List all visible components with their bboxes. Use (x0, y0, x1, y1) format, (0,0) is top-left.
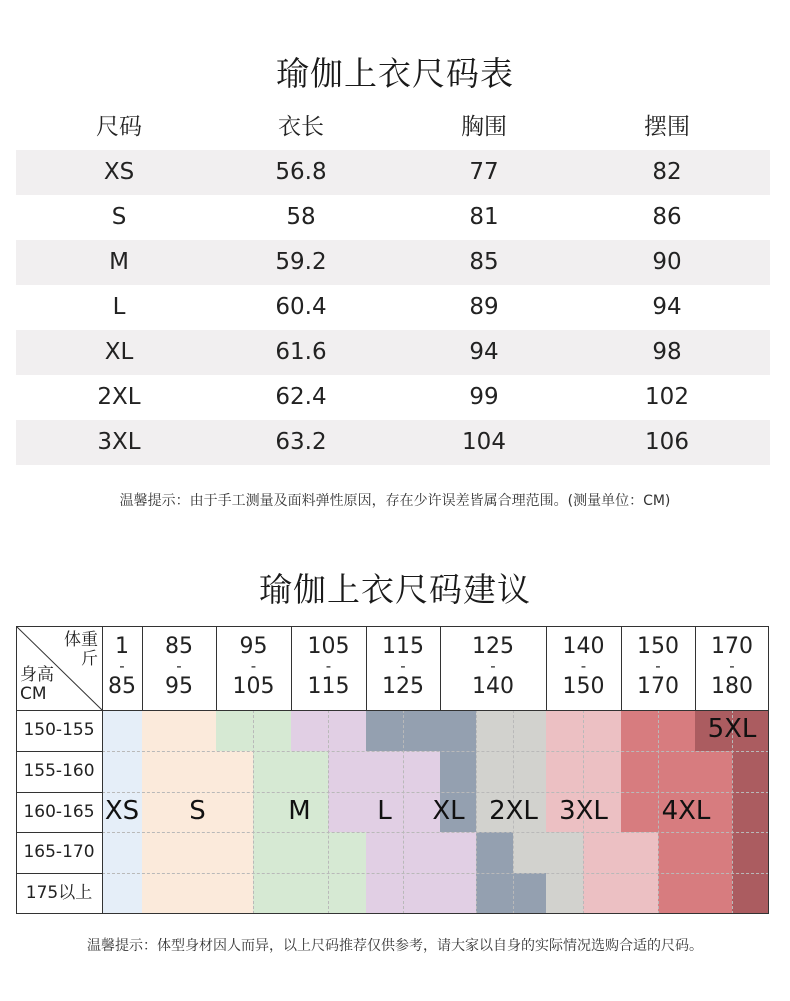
table-cell: 94 (469, 339, 499, 365)
table-cell: 94 (652, 294, 682, 320)
weight-range-bottom: 85 (108, 674, 136, 699)
table-cell: 102 (645, 384, 689, 410)
weight-range-bottom: 95 (165, 674, 193, 699)
weight-range-header (621, 636, 695, 697)
weight-range-header (695, 636, 769, 697)
table-cell: 59.2 (275, 249, 327, 275)
table-cell: 60.4 (275, 294, 327, 320)
weight-range-top: 125 (472, 634, 514, 659)
weight-range-top: 105 (307, 634, 350, 659)
size-label-xl: XL (432, 796, 465, 826)
weight-range-bottom: 115 (307, 674, 350, 699)
table-row (16, 195, 770, 240)
grid-dash-vertical (253, 710, 254, 914)
size-fill-m (291, 751, 328, 792)
size-label-l: L (377, 796, 392, 826)
grid-dash-vertical (476, 710, 477, 914)
weight-range-bottom: 150 (562, 674, 605, 699)
table-row (16, 420, 770, 465)
weight-range-header (216, 636, 291, 697)
table-cell: 89 (469, 294, 499, 320)
grid-header-line (16, 710, 769, 711)
weight-range-dash: - (655, 657, 661, 675)
size-label-5xl: 5XL (707, 714, 757, 745)
size-label-2xl: 2XL (489, 796, 538, 826)
table-cell: 56.8 (275, 159, 327, 185)
weight-range-bottom: 140 (472, 674, 514, 699)
weight-range-header (440, 636, 546, 697)
table-row (16, 330, 770, 375)
table-cell: 63.2 (275, 429, 327, 455)
weight-range-bottom: 125 (382, 674, 424, 699)
size-chart-title: 瑜伽上衣尺码表 (276, 54, 514, 93)
grid-dash-vertical (328, 710, 329, 914)
table-row (16, 240, 770, 285)
weight-range-bottom: 170 (637, 674, 679, 699)
weight-range-header (546, 636, 621, 697)
table-cell: XL (104, 339, 134, 365)
table-cell: 62.4 (275, 384, 327, 410)
size-chart-header-row (16, 105, 770, 150)
size-label-s: S (189, 796, 206, 826)
corner-height-label: 身高 CM (20, 665, 54, 704)
header-cell: 胸围 (461, 114, 507, 140)
weight-range-dash: - (250, 657, 257, 675)
size-fill-2xl (546, 873, 583, 914)
height-range-label: 150-155 (23, 720, 95, 740)
height-range-label: 160-165 (23, 801, 95, 822)
table-cell: L (112, 294, 126, 320)
weight-range-top: 150 (637, 634, 679, 659)
height-range-label: 175以上 (25, 883, 93, 904)
table-cell: 77 (469, 159, 499, 185)
size-fill-2xl (513, 832, 583, 873)
grid-dash-horizontal (102, 792, 769, 793)
size-fill-xl (513, 873, 546, 914)
height-range-label: 165-170 (23, 842, 95, 863)
table-cell: 2XL (97, 384, 141, 410)
grid-border-top (16, 626, 769, 627)
weight-range-bottom: 105 (232, 674, 275, 699)
corner-weight-label: 体重 斤 (64, 630, 98, 669)
table-cell: 99 (469, 384, 499, 410)
table-cell: 104 (462, 429, 506, 455)
weight-range-bottom: 180 (711, 674, 753, 699)
weight-range-header (102, 636, 142, 697)
header-cell: 衣长 (278, 114, 324, 140)
table-row (16, 150, 770, 195)
weight-range-top: 95 (239, 634, 268, 659)
weight-range-top: 85 (165, 634, 193, 659)
weight-range-top: 1 (115, 634, 129, 659)
weight-range-top: 140 (562, 634, 605, 659)
weight-range-dash: - (490, 657, 496, 675)
grid-border-bottom (16, 913, 769, 914)
size-label-4xl: 4XL (661, 796, 711, 826)
grid-dash-vertical (403, 710, 404, 914)
table-cell: 82 (652, 159, 682, 185)
header-cell: 摆围 (644, 114, 690, 140)
weight-range-dash: - (580, 657, 587, 675)
table-row (16, 375, 770, 420)
grid-dash-horizontal (102, 751, 769, 752)
table-cell: 81 (469, 204, 499, 230)
size-recommend-grid (16, 626, 769, 914)
size-chart-note: 温馨提示：由于手工测量及面料弹性原因，存在少许误差皆属合理范围。(测量单位：CM) (119, 493, 671, 509)
table-cell: 90 (652, 249, 682, 275)
weight-range-dash: - (325, 657, 332, 675)
height-range-label: 155-160 (23, 760, 95, 781)
grid-dash-horizontal (102, 873, 769, 874)
table-cell: 98 (652, 339, 682, 365)
weight-range-dash: - (729, 657, 735, 675)
weight-range-header (366, 636, 440, 697)
weight-range-dash: - (400, 657, 406, 675)
table-cell: 106 (645, 429, 689, 455)
table-cell: S (111, 204, 127, 230)
size-label-xs: XS (104, 796, 140, 826)
table-cell: 3XL (97, 429, 141, 455)
table-cell: XS (103, 159, 135, 185)
table-row (16, 285, 770, 330)
weight-range-dash: - (119, 657, 125, 675)
grid-dash-horizontal (102, 832, 769, 833)
table-cell: M (109, 249, 129, 275)
weight-range-top: 115 (382, 634, 424, 659)
recommend-title: 瑜伽上衣尺码建议 (259, 570, 531, 609)
weight-range-header (142, 636, 216, 697)
recommend-note: 温馨提示：体型身材因人而异，以上尺码推荐仅供参考，请大家以自身的实际情况选购合适的尺码。 (87, 938, 703, 954)
table-cell: 61.6 (275, 339, 327, 365)
weight-range-dash: - (176, 657, 182, 675)
weight-range-top: 170 (711, 634, 753, 659)
size-label-3xl: 3XL (559, 796, 608, 826)
header-cell: 尺码 (96, 114, 142, 140)
size-label-m: M (288, 796, 311, 826)
table-cell: 85 (469, 249, 499, 275)
table-cell: 86 (652, 204, 682, 230)
weight-range-header (291, 636, 366, 697)
table-cell: 58 (286, 204, 316, 230)
